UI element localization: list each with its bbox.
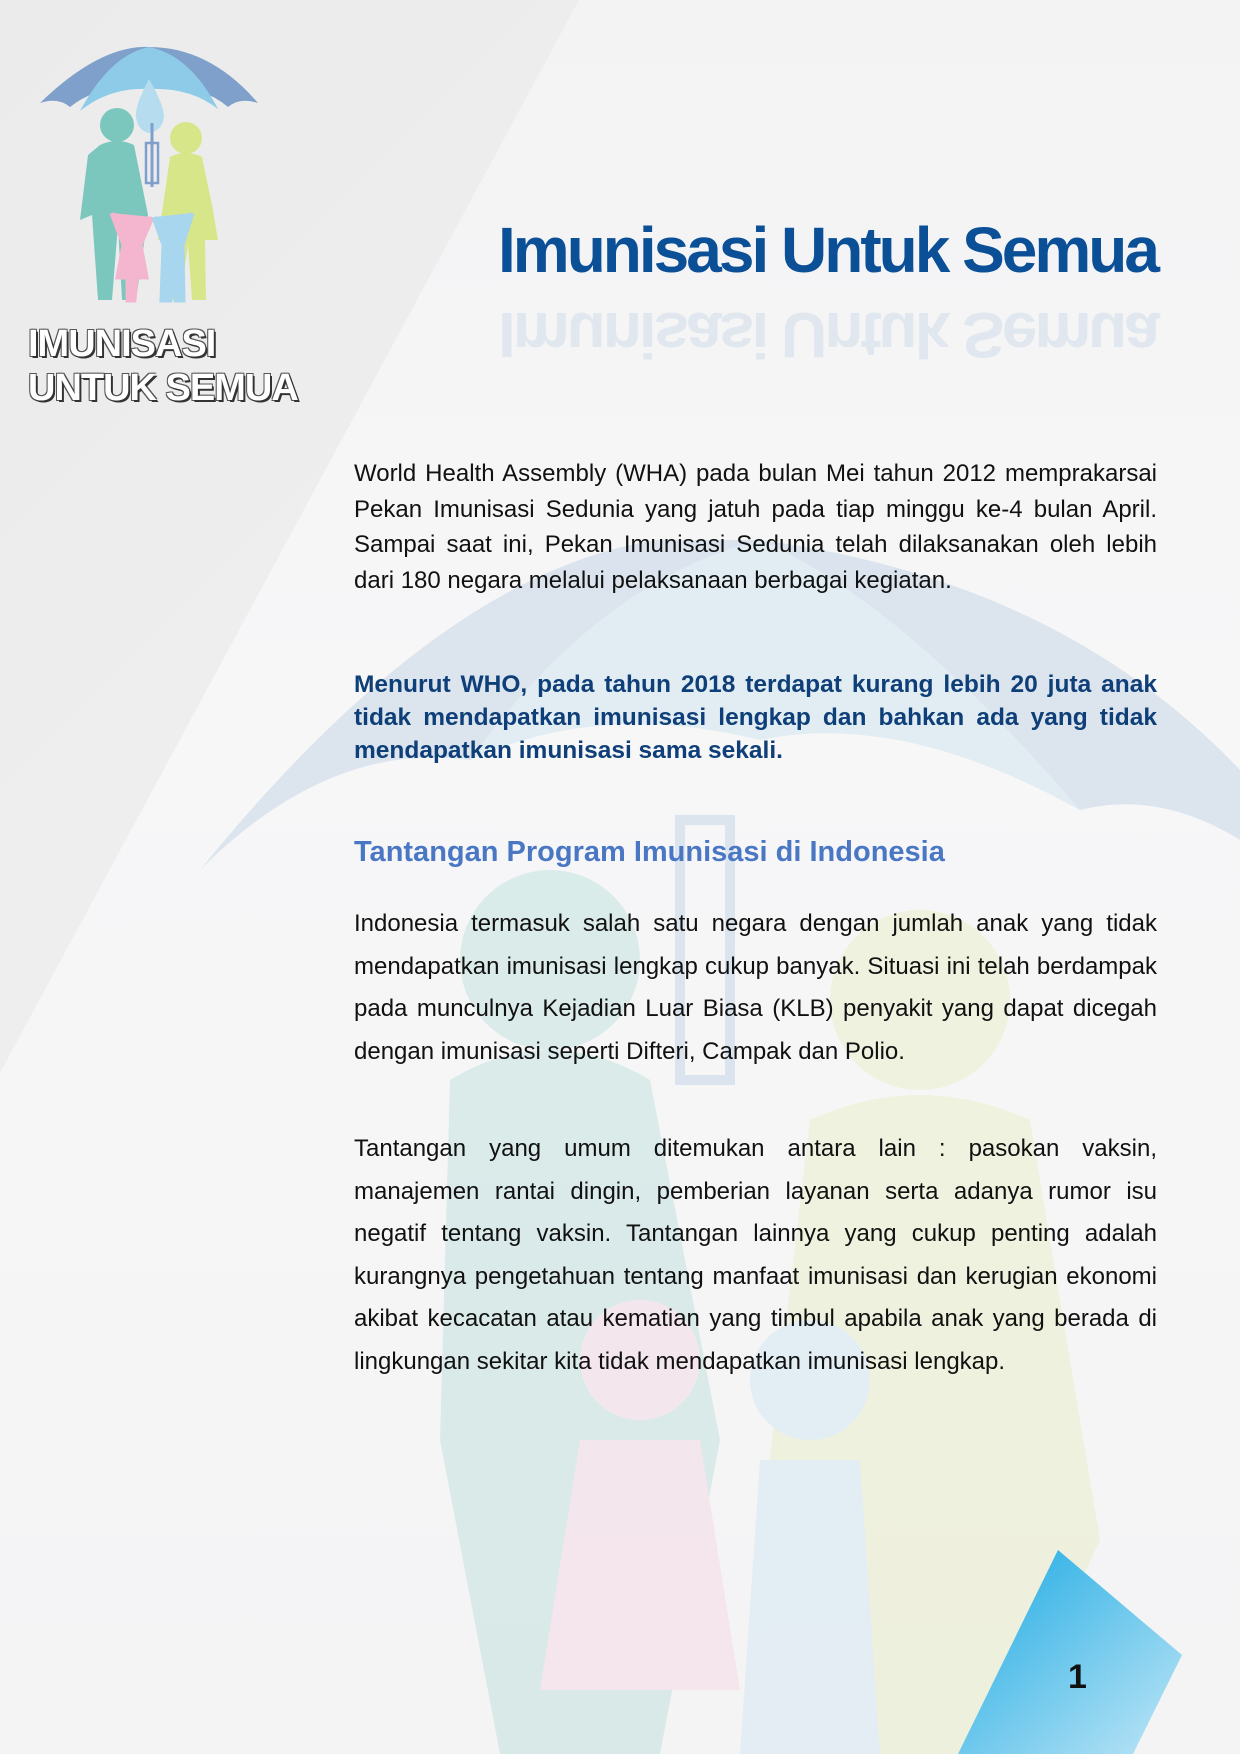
section-heading: Tantangan Program Imunisasi di Indonesia	[354, 836, 945, 868]
intro-paragraph: World Health Assembly (WHA) pada bulan Mei tahun 2012 memprakarsai Pekan Imunisasi Sedunia yang jatuh pada tiap minggu ke-4 bulan April. Sampai saat ini, Pekan Imunisasi Sedunia telah dilaksanakan oleh lebih dari 180 negara melalui pelaksanaan berbagai kegiatan.	[354, 460, 1157, 594]
page-number: 1	[1068, 1658, 1087, 1696]
page-title: Imunisasi Untuk Semua	[498, 214, 1157, 286]
logo-line-2: UNTUK SEMUA	[28, 367, 298, 409]
section-paragraph-2: Tantangan yang umum ditemukan antara lain : pasokan vaksin, manajemen rantai dingin, pemberian layanan serta adanya rumor isu negatif tentang vaksin. Tantangan lainnya yang cukup penting adalah kurangnya pengetahuan tentang manfaat imunisasi dan kerugian ekonomi akibat kecacatan atau kematian yang timbul apabila anak yang berada di lingkungan sekitar kita tidak mendapatkan imunisasi lengkap.	[354, 1135, 1157, 1375]
logo-line-1: IMUNISASI	[28, 323, 216, 365]
highlight-paragraph: Menurut WHO, pada tahun 2018 terdapat kurang lebih 20 juta anak tidak mendapatkan imunisasi lengkap dan bahkan ada yang tidak mendapatkan imunisasi sama sekali.	[354, 671, 1157, 764]
page-title-reflection: Imunisasi Untuk Semua	[498, 299, 1157, 371]
section-paragraph-1: Indonesia termasuk salah satu negara dengan jumlah anak yang tidak mendapatkan imunisasi lengkap cukup banyak. Situasi ini telah berdampak pada munculnya Kejadian Luar Biasa (KLB) penyakit yang dapat dicegah dengan imunisasi seperti Difteri, Campak dan Polio.	[354, 910, 1157, 1065]
